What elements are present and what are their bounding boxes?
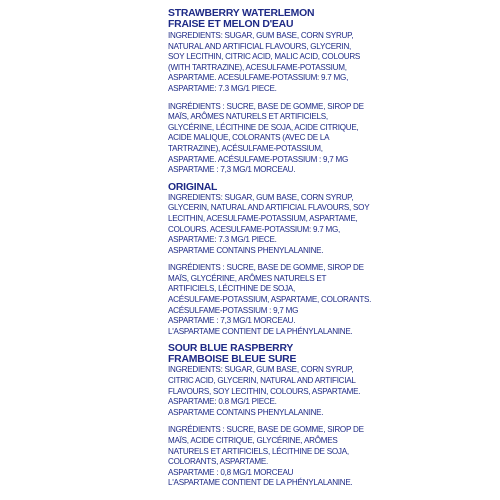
section-sour-blue-raspberry xyxy=(168,343,364,489)
section-original xyxy=(168,181,372,338)
ingredient-line: INGREDIENTS: SUGAR, GUM BASE, CORN SYRUP, xyxy=(168,192,354,202)
ingredient-line: NATURAL AND ARTIFICIAL FLAVOURS, GLYCERIN, xyxy=(168,41,352,51)
ingredients-en xyxy=(168,192,370,257)
ingredients-en xyxy=(168,365,361,418)
ingredient-line: INGRÉDIENTS : SUCRE, BASE DE GOMME, SIROP DE xyxy=(168,101,364,111)
section-heading-en: STRAWBERRY WATERLEMON xyxy=(168,8,315,19)
ingredients-fr xyxy=(168,263,372,337)
ingredient-line: INGREDIENTS: SUGAR, GUM BASE, CORN SYRUP, xyxy=(168,365,354,375)
ingredient-line: GLYCERIN, NATURAL AND ARTIFICIAL FLAVOURS, SOY xyxy=(168,203,370,213)
ingredient-line: ASPARTAME CONTAINS PHENYLALANINE. xyxy=(168,407,324,417)
ingredient-line: ACÉSULFAME-POTASSIUM : 9,7 MG xyxy=(168,305,299,315)
ingredient-line: ACIDE MALIQUE, COLORANTS (AVEC DE LA xyxy=(168,133,330,143)
ingredient-line: MAÏS, ACIDE CITRIQUE, GLYCÉRINE, ARÔMES xyxy=(168,436,338,445)
section-heading-fr: FRAMBOISE BLEUE SURE xyxy=(168,354,297,366)
ingredient-line: SOY LECITHIN, CITRIC ACID, MALIC ACID, COLOURS xyxy=(168,52,361,62)
ingredient-line: ASPARTAME : 7,3 MG/1 MORCEAU. xyxy=(168,316,296,326)
ingredient-line: ASPARTAME. ACESULFAME-POTASSIUM: 9.7 MG, xyxy=(168,73,349,83)
ingredient-line: ASPARTAME: 0.8 MG/1 PIECE. xyxy=(168,397,277,407)
ingredient-line: ASPARTAME : 0,8 MG/1 MORCEAU xyxy=(168,467,294,477)
ingredient-line: ASPARTAME. ACÉSULFAME-POTASSIUM : 9,7 MG xyxy=(168,154,349,164)
ingredient-line: COLORANTS, ASPARTAME. xyxy=(168,457,268,467)
ingredient-line: L'ASPARTAME CONTIENT DE LA PHÉNYLALANINE. xyxy=(168,326,353,336)
ingredient-label-panel xyxy=(168,8,372,496)
ingredient-line: L'ASPARTAME CONTIENT DE LA PHÉNYLALANINE. xyxy=(168,478,353,488)
ingredients-en xyxy=(168,31,361,95)
section-strawberry-watermelon xyxy=(168,8,364,176)
ingredient-line: TARTRAZINE), ACÉSULFAME-POTASSIUM, xyxy=(168,143,323,153)
ingredient-line: ARTIFICIELS, LÉCITHINE DE SOJA, xyxy=(168,284,296,294)
ingredient-line: ASPARTAME : 7,3 MG/1 MORCEAU. xyxy=(168,165,296,175)
ingredient-line: GLYCÉRINE, LÉCITHINE DE SOJA, ACIDE CITRIQUE, xyxy=(168,122,359,132)
ingredient-line: MAÏS, GLYCÉRINE, ARÔMES NATURELS ET xyxy=(168,273,327,283)
ingredient-line: MAÏS, ARÔMES NATURELS ET ARTIFICIELS, xyxy=(168,112,328,122)
section-heading-fr: FRAISE ET MELON D'EAU xyxy=(168,19,294,30)
section-heading-en: ORIGINAL xyxy=(168,181,218,193)
ingredient-line: COLOURS. ACESULFAME-POTASSIUM: 9.7 MG, xyxy=(168,224,341,234)
ingredient-line: INGRÉDIENTS : SUCRE, BASE DE GOMME, SIROP DE xyxy=(168,425,364,435)
ingredient-line: (WITH TARTRAZINE), ACESULFAME-POTASSIUM, xyxy=(168,62,347,72)
ingredients-fr xyxy=(168,101,364,176)
ingredient-line: LECITHIN, ACESULFAME-POTASSIUM, ASPARTAME, xyxy=(168,213,358,223)
ingredient-line: ASPARTAME: 7.3 MG/1 PIECE. xyxy=(168,235,277,245)
ingredient-line: FLAVOURS, SOY LECITHIN, COLOURS, ASPARTAME. xyxy=(168,386,361,396)
ingredient-line: ASPARTAME: 7.3 MG/1 PIECE. xyxy=(168,83,277,93)
ingredient-line: ASPARTAME CONTAINS PHENYLALANINE. xyxy=(168,245,324,255)
ingredient-line: INGREDIENTS: SUGAR, GUM BASE, CORN SYRUP, xyxy=(168,31,354,40)
ingredient-line: INGRÉDIENTS : SUCRE, BASE DE GOMME, SIROP DE xyxy=(168,263,364,273)
ingredient-line: ACÉSULFAME-POTASSIUM, ASPARTAME, COLORANTS. xyxy=(168,295,372,305)
ingredient-line: CITRIC ACID, GLYCERIN, NATURAL AND ARTIFICIAL xyxy=(168,376,356,386)
ingredients-fr xyxy=(168,425,364,489)
ingredient-line: NATURELS ET ARTIFICIELS, LÉCITHINE DE SOJA, xyxy=(168,446,349,456)
section-heading-en: SOUR BLUE RASPBERRY xyxy=(168,343,294,355)
